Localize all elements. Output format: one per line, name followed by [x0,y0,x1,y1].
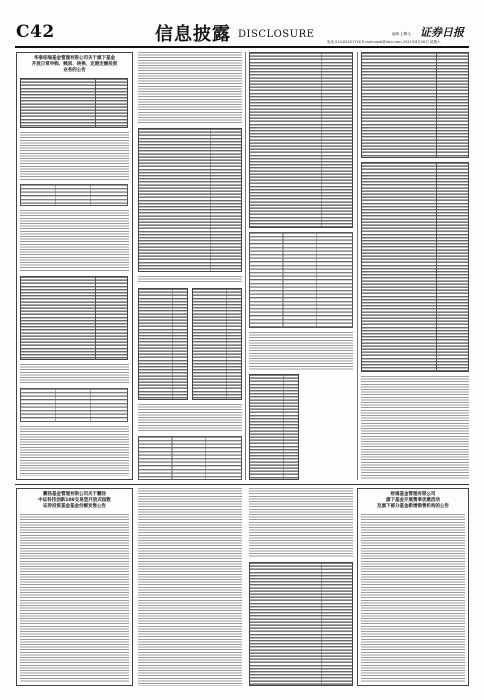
notice-1-table-c [20,276,128,360]
notice-title-2-line-3: 证券投资基金基金份额发售公告 [43,504,106,509]
column-2-text-c [138,404,242,432]
column-2-text-a [138,52,242,124]
page-number: C42 [16,22,55,42]
header-rule [15,46,469,48]
column-2-table-a [138,128,242,272]
column-2-table-c [192,288,242,400]
newspaper-logo: 证券日报 [420,26,464,39]
column-2-table-d [138,436,242,480]
notice-1-table-a [20,78,128,128]
notice-title-1-line-2: 开放日常申购、赎回、转换、定期定额投资 [31,62,118,67]
bottom-column-3-table [249,562,353,686]
column-4-table-b [361,162,469,372]
editor-credit: 编辑 王腾飞 [392,32,411,36]
notice-1-text-d [20,426,129,476]
notice-1-text-c [20,364,129,384]
notice-title-2-line-1: 鹏扬基金管理有限公司关于鹏扬 [43,492,106,497]
notice-title-3-line-3: 及旗下部分基金新增销售机构的公告 [377,504,449,509]
column-3-text-a [249,332,353,370]
column-divider-1 [245,52,246,480]
notice-1-text-b [20,210,129,272]
column-3-table-c [249,374,299,480]
notice-title-1 [18,56,131,74]
notice-title-1-line-1: 华泰柏瑞基金管理有限公司关于旗下基金 [34,56,115,61]
bottom-column-3-text [249,488,353,558]
section-english-title: DISCLOSURE [238,29,315,40]
section-title: 信息披露 [155,24,231,45]
column-3-table-a [249,52,353,228]
notice-3-text [361,514,465,682]
column-4-table-a [361,52,469,158]
notice-1-text-a [20,132,129,180]
column-divider-2 [357,52,358,480]
contact-line: 电话 010-83251716 E-mail:zqsb@stcn.com 2021年6月26日 星期六 [327,40,441,44]
notice-title-2 [18,492,131,510]
column-2-table-b [138,288,188,400]
bottom-section-rule [15,484,469,485]
notice-title-3-line-2: 旗下基金开展费率优惠活动 [386,498,440,503]
notice-1-table-d [20,388,128,422]
page-header [0,0,484,48]
notice-2-text [20,514,129,682]
notice-1-table-b [20,184,128,206]
notice-title-3-line-1: 财通基金管理有限公司 [390,492,436,497]
notice-title-3 [359,492,467,510]
bottom-column-2-text [138,488,242,686]
notice-title-2-line-2: 中证科技创新100交易型开放式指数 [38,498,111,503]
column-2-text-b [138,276,242,284]
column-4-text-a [361,376,469,480]
column-3-table-b [249,232,353,328]
notice-title-1-line-3: 业务的公告 [63,68,86,73]
